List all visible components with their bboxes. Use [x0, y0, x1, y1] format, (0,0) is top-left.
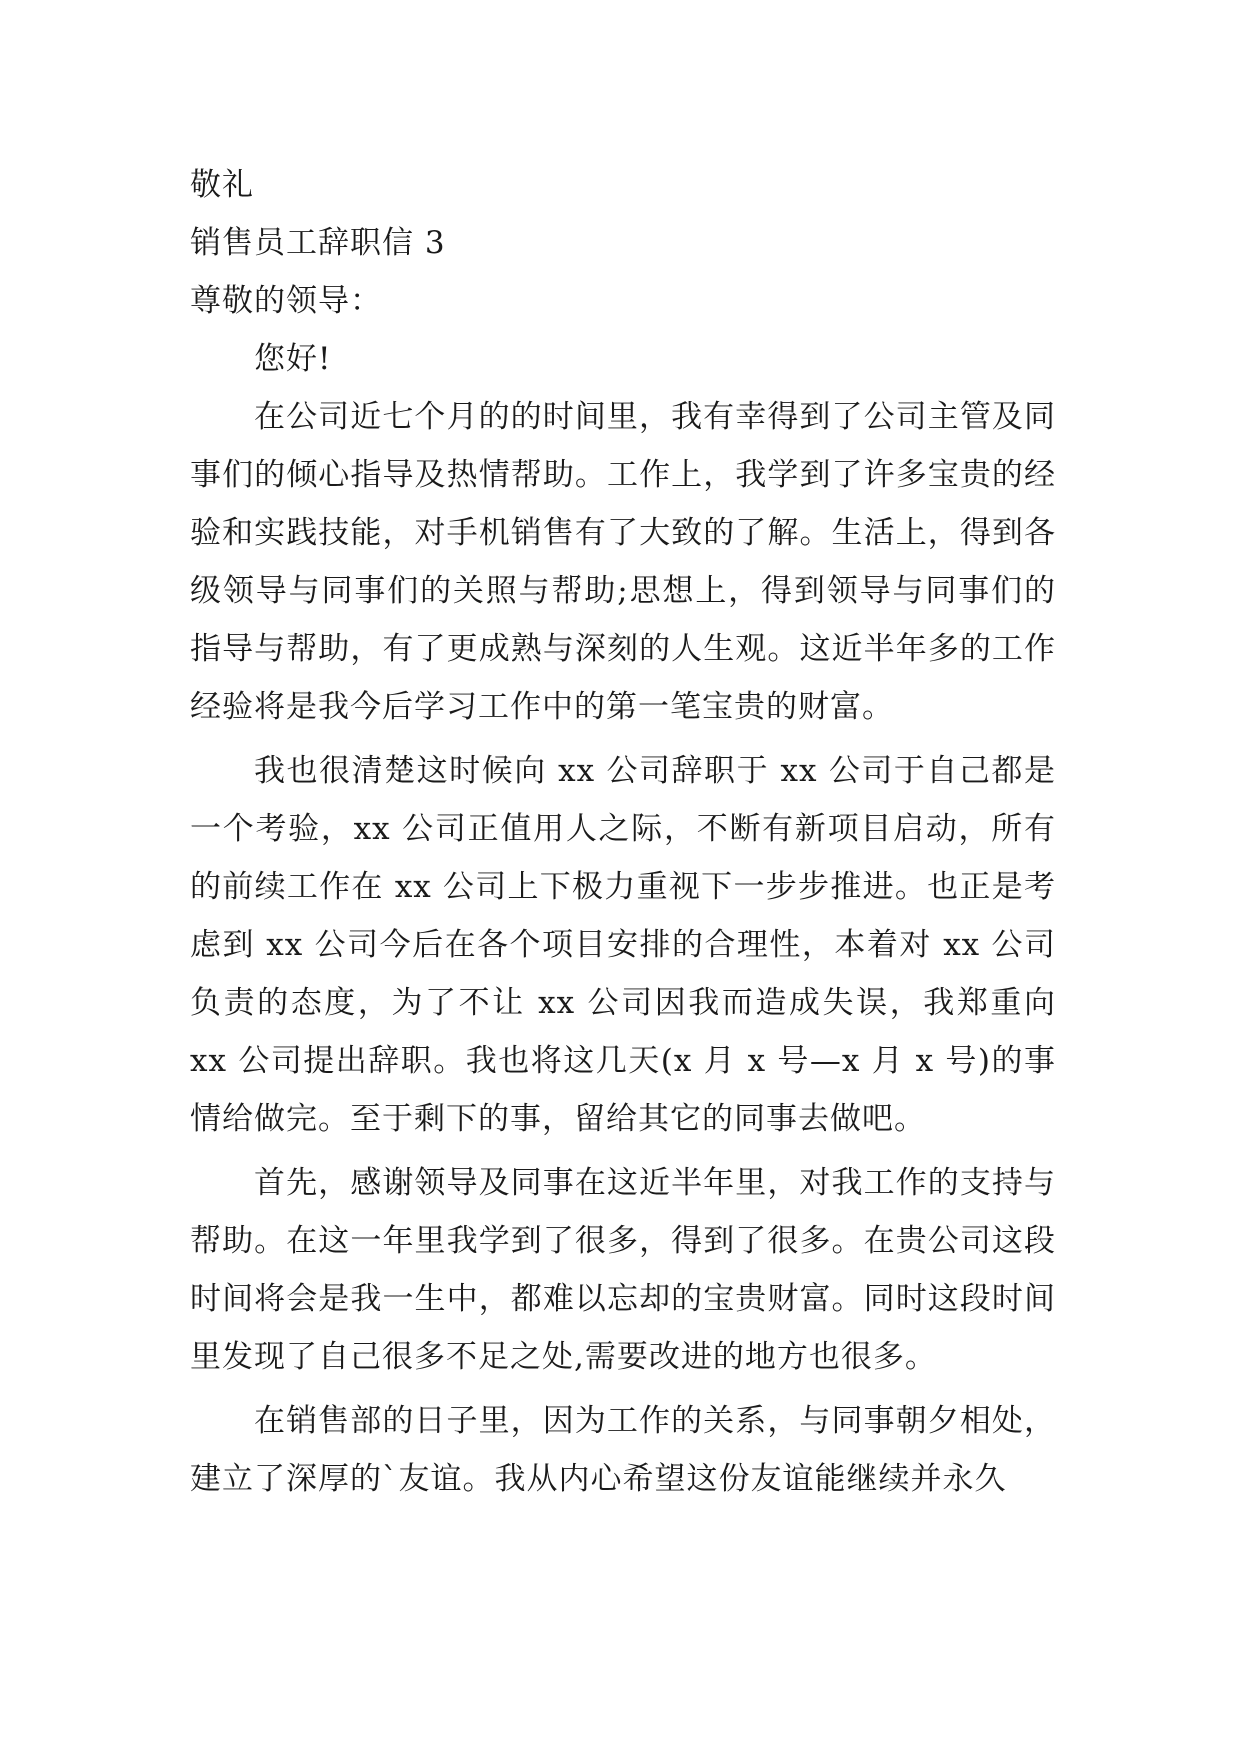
paragraph: 首先，感谢领导及同事在这近半年里，对我工作的支持与帮助。在这一年里我学到了很多，得到了很多。在贵公司这段时间将会是我一生中，都难以忘却的宝贵财富。同时这段时间里发现了自己很多不足之处,需要改进的地方也很多。 — [190, 1165, 1056, 1375]
closing-text: 敬礼 — [190, 167, 254, 203]
letter-body — [190, 156, 1056, 1508]
paragraph: 在公司近七个月的的时间里，我有幸得到了公司主管及同事们的倾心指导及热情帮助。工作上，我学到了许多宝贵的经验和实践技能，对手机销售有了大致的了解。生活上，得到各级领导与同事们的关照与帮助;思想上，得到领导与同事们的指导与帮助，有了更成熟与深刻的人生观。这近半年多的工作经验将是我今后学习工作中的第一笔宝贵的财富。 — [190, 399, 1056, 725]
paragraph: 在销售部的日子里，因为工作的关系，与同事朝夕相处，建立了深厚的`友谊。我从内心希望这份友谊能继续并永久 — [190, 1403, 1056, 1497]
letter-title: 销售员工辞职信 3 — [190, 225, 446, 261]
greeting: 您好! — [254, 341, 332, 377]
salutation: 尊敬的领导： — [190, 283, 382, 319]
paragraph: 我也很清楚这时候向 xx 公司辞职于 xx 公司于自己都是一个考验，xx 公司正值用人之际，不断有新项目启动，所有的前续工作在 xx 公司上下极力重视下一步步推进。也正是考虑到 xx 公司今后在各个项目安排的合理性，本着对 xx 公司负责的态度，为了不让 xx 公司因我而造成失误，我郑重向 xx 公司提出辞职。我也将这几天(x 月 x 号—x 月 x 号)的事情给做完。至于剩下的事，留给其它的同事去做吧。 — [190, 753, 1056, 1137]
